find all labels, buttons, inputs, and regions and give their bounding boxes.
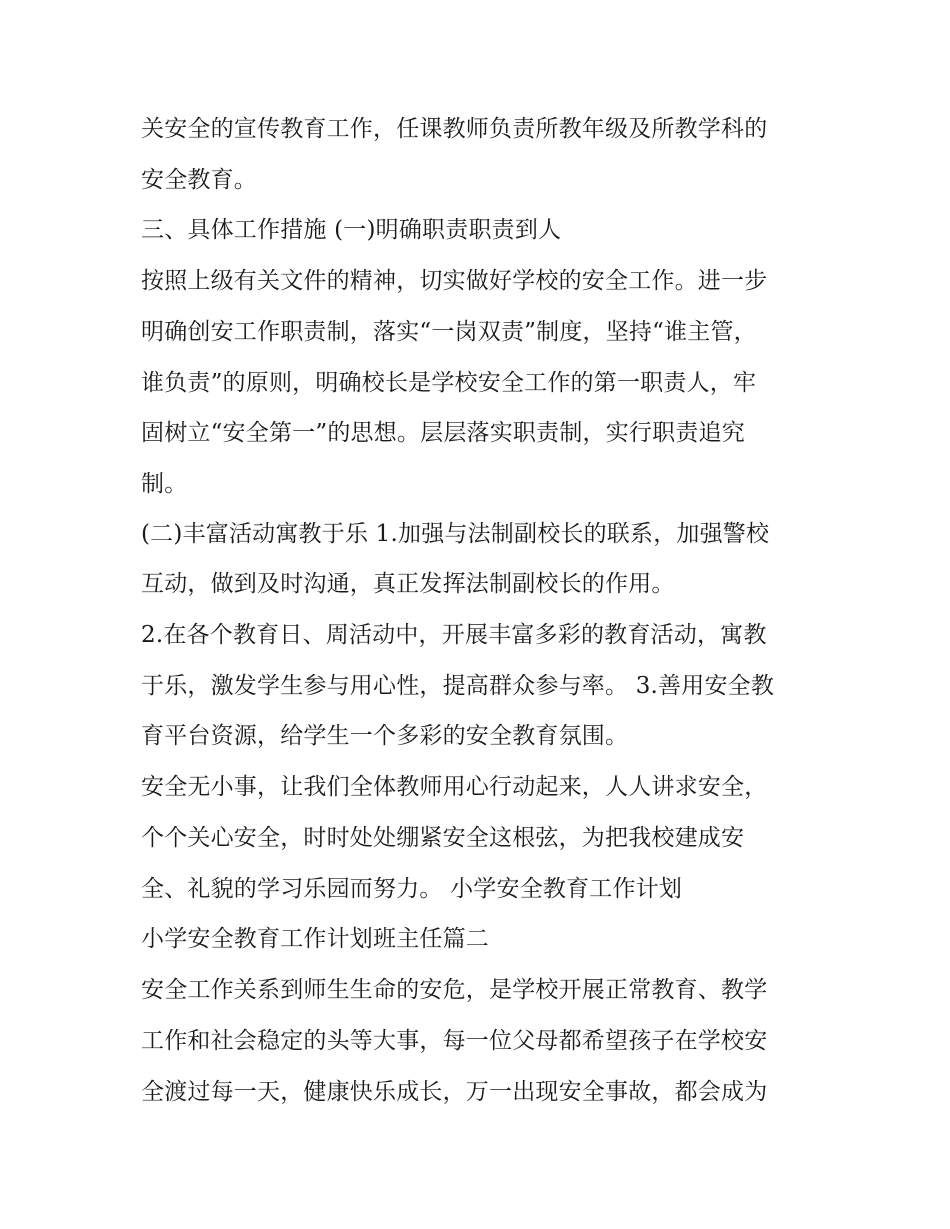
text-line: (二)丰富活动寓教于乐 1.加强与法制副校长的联系，加强警校: [141, 521, 770, 547]
text-line: 固树立“安全第一”的思想。层层落实职责制，实行职责追究: [141, 420, 745, 446]
text-line: 工作和社会稳定的头等大事，每一位父母都希望孩子在学校安: [141, 1028, 768, 1054]
text-line: 制。: [141, 471, 188, 497]
text-line: 全、礼貌的学习乐园而努力。 小学安全教育工作计划: [141, 876, 683, 902]
text-line: 互动，做到及时沟通，真正发挥法制副校长的作用。: [141, 571, 675, 597]
text-line: 谁负责”的原则，明确校长是学校安全工作的第一职责人，牢: [141, 370, 757, 396]
section-heading: 三、具体工作措施 (一)明确职责职责到人: [141, 217, 562, 243]
text-line: 安全工作关系到师生生命的安危，是学校开展正常教育、教学: [141, 977, 768, 1003]
text-line: 明确创安工作职责制，落实“一岗双责”制度，坚持“谁主管，: [141, 319, 757, 345]
text-line: 关安全的宣传教育工作，任课教师负责所教年级及所教学科的: [141, 116, 768, 142]
text-line: 于乐，激发学生参与用心性，提高群众参与率。 3.善用安全教: [141, 673, 775, 699]
text-line: 安全无小事，让我们全体教师用心行动起来，人人讲求安全，: [141, 774, 768, 800]
text-line: 育平台资源，给学生一个多彩的安全教育氛围。: [141, 723, 629, 749]
section-heading: 小学安全教育工作计划班主任篇二: [141, 926, 489, 952]
text-line: 全渡过每一天，健康快乐成长，万一出现安全事故，都会成为: [141, 1079, 768, 1105]
text-line: 2.在各个教育日、周活动中，开展丰富多彩的教育活动，寓教: [141, 622, 767, 648]
text-line: 个个关心安全，时时处处绷紧安全这根弦，为把我校建成安: [141, 825, 745, 851]
text-line: 安全教育。: [141, 167, 257, 193]
text-line: 按照上级有关文件的精神，切实做好学校的安全工作。进一步: [141, 268, 768, 294]
